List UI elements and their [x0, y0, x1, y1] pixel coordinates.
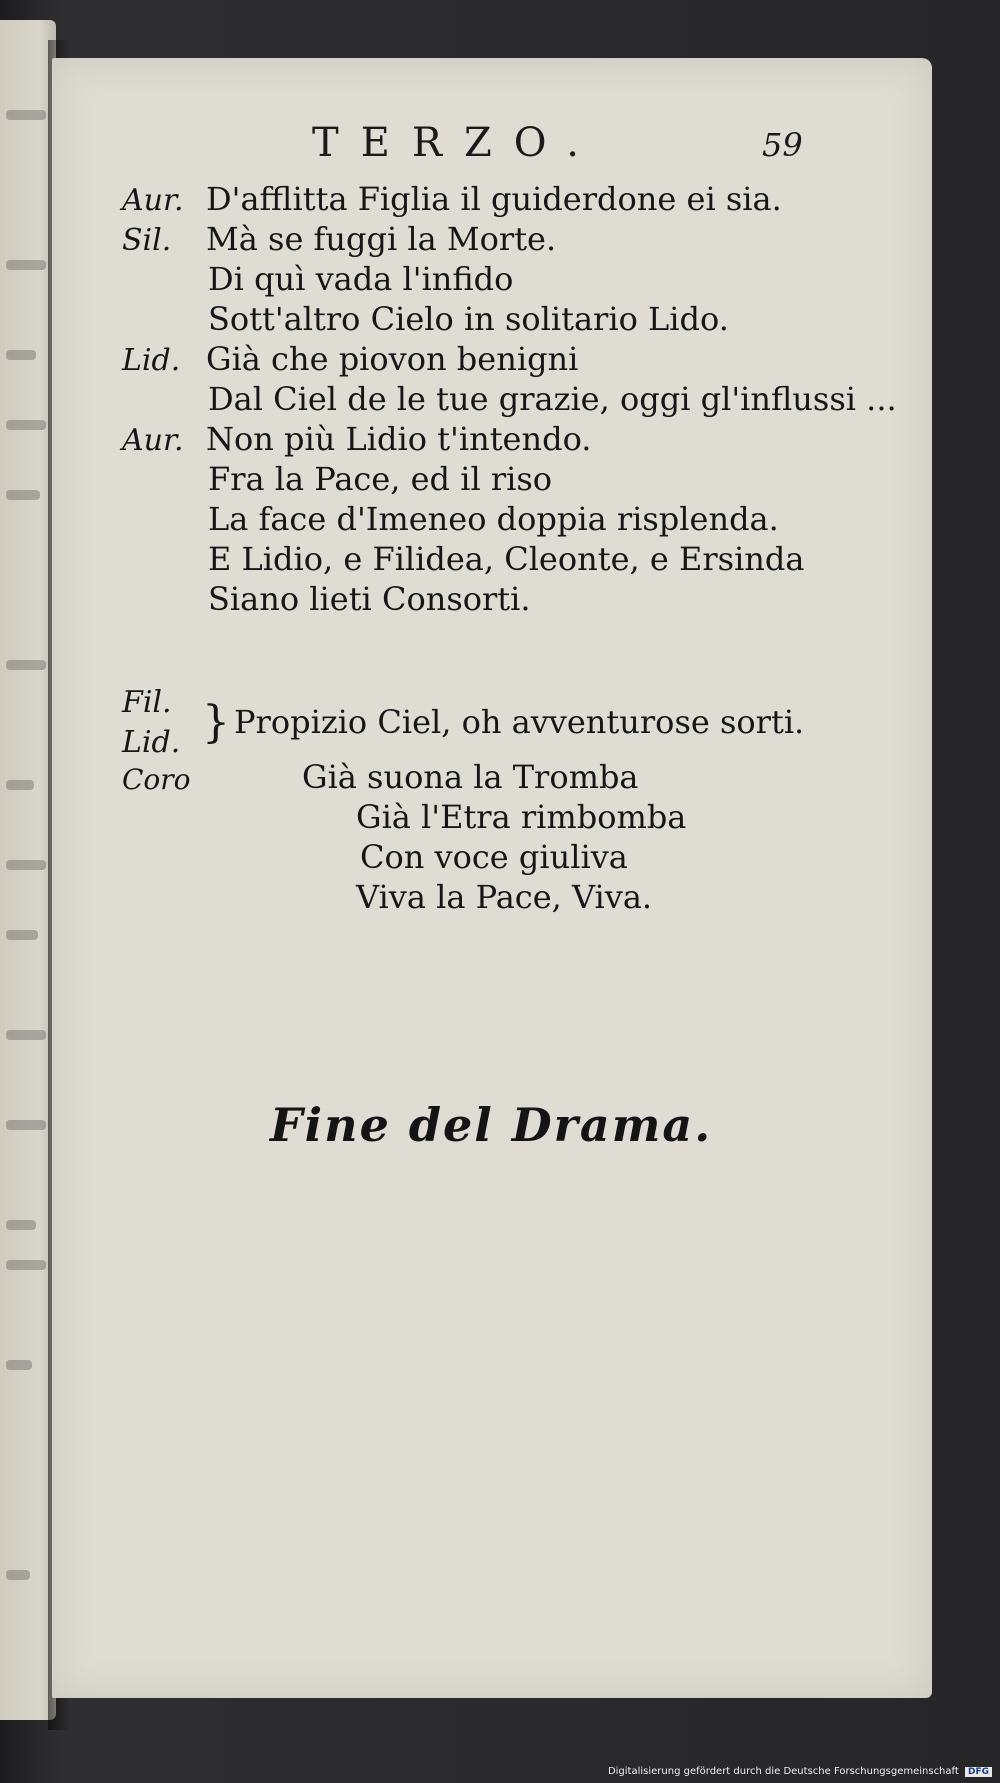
verse-line: Già l'Etra rimbomba: [356, 798, 687, 836]
speaker-label: Coro: [122, 763, 191, 796]
speaker-label: Sil.: [122, 223, 172, 258]
finis-line: Fine del Drama.: [270, 1098, 713, 1152]
brace-icon: }: [202, 697, 230, 748]
verse-line: Viva la Pace, Viva.: [356, 878, 653, 916]
verse-line: Lid. Già che piovon benigni: [122, 340, 579, 378]
book-page: [52, 58, 932, 1698]
speaker-label: Lid.: [122, 725, 181, 760]
digitization-credit: [608, 1766, 992, 1777]
running-head-title: TERZO.: [312, 120, 601, 166]
speaker-label: Lid.: [122, 343, 181, 378]
verse-line: Già suona la Tromba: [302, 758, 639, 796]
verse-line: Aur. Non più Lidio t'intendo.: [122, 420, 592, 458]
verse-line: Propizio Ciel, oh avventurose sorti.: [234, 703, 805, 741]
verse-line: Aur. D'afflitta Figlia il guiderdone ei sia.: [122, 180, 782, 218]
speaker-label: Aur.: [122, 423, 184, 458]
speaker-label: Aur.: [122, 183, 184, 218]
verse-line: Sott'altro Cielo in solitario Lido.: [208, 300, 729, 338]
verse-line: Sil. Mà se fuggi la Morte.: [122, 220, 557, 258]
verse-line: Dal Ciel de le tue grazie, oggi gl'influssi ...: [208, 380, 897, 418]
verse-line: Fra la Pace, ed il riso: [208, 460, 553, 498]
verse-line: Di quì vada l'infido: [208, 260, 514, 298]
verse-line: Con voce giuliva: [360, 838, 628, 876]
page-number: 59: [762, 126, 803, 164]
verse-line: La face d'Imeneo doppia risplenda.: [208, 500, 779, 538]
page-text: [52, 58, 932, 1698]
dfg-logo: DFG: [965, 1767, 992, 1777]
verse-line: E Lidio, e Filidea, Cleonte, e Ersinda: [208, 540, 805, 578]
credit-text: Digitalisierung gefördert durch die Deutsche Forschungsgemeinschaft: [607, 1766, 959, 1777]
speaker-label: Fil.: [122, 685, 172, 720]
verse-line: Siano lieti Consorti.: [208, 580, 531, 618]
